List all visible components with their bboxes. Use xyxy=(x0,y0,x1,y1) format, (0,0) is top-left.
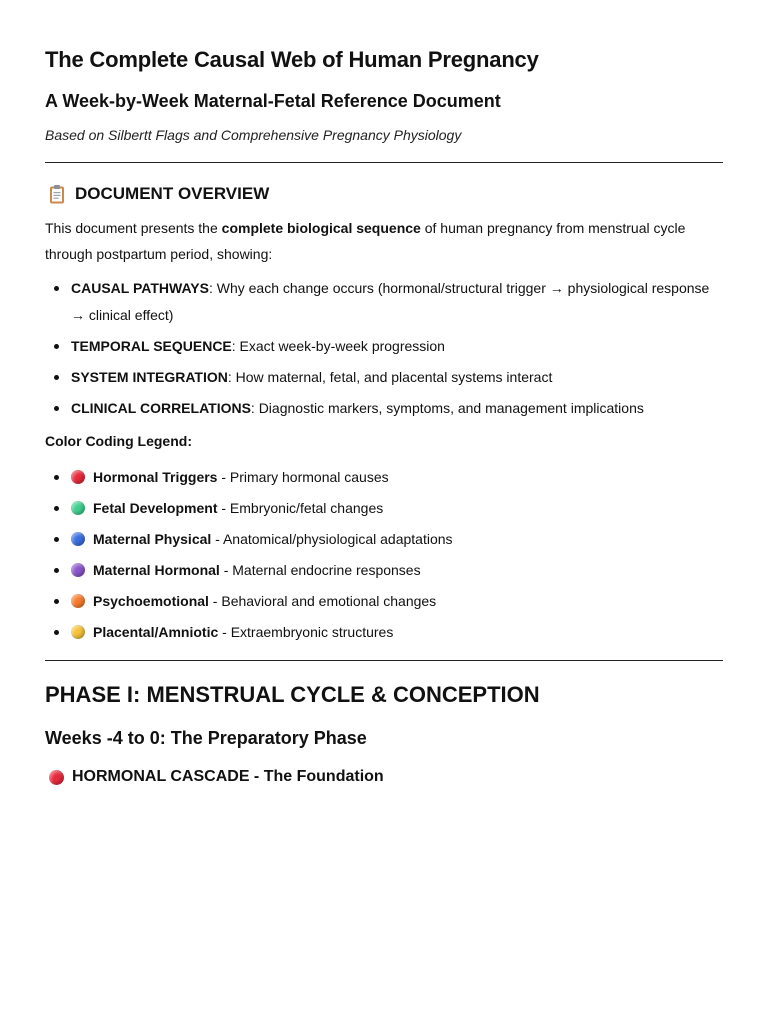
document-subtitle: A Week-by-Week Maternal-Fetal Reference Document xyxy=(45,91,501,111)
red-circle-icon xyxy=(71,470,85,484)
list-item: TEMPORAL SEQUENCE: Exact week-by-week progression xyxy=(71,333,723,360)
weeks-heading: Weeks -4 to 0: The Preparatory Phase xyxy=(45,728,367,748)
blue-circle-icon xyxy=(71,532,85,546)
overview-intro: This document presents the complete biological sequence of human pregnancy from menstrual cycle through postpartum period, showing: xyxy=(45,220,686,262)
legend-item: Maternal Physical - Anatomical/physiological adaptations xyxy=(71,526,723,553)
legend-item: Fetal Development - Embryonic/fetal changes xyxy=(71,495,723,522)
overview-heading xyxy=(45,181,723,207)
document-title: The Complete Causal Web of Human Pregnancy xyxy=(45,47,539,72)
yellow-circle-icon xyxy=(71,625,85,639)
purple-circle-icon xyxy=(71,563,85,577)
legend-item: Psychoemotional - Behavioral and emotional changes xyxy=(71,588,723,615)
cascade-heading xyxy=(45,765,723,789)
red-circle-icon xyxy=(49,770,64,785)
phase-heading: PHASE I: MENSTRUAL CYCLE & CONCEPTION xyxy=(45,682,540,707)
legend-title: Color Coding Legend: xyxy=(45,433,192,449)
list-item: SYSTEM INTEGRATION: How maternal, fetal, and placental systems interact xyxy=(71,364,723,391)
legend-item: Placental/Amniotic - Extraembryonic structures xyxy=(71,619,723,646)
divider xyxy=(45,162,723,163)
overview-list xyxy=(45,275,723,422)
cascade-heading-label: HORMONAL CASCADE - The Foundation xyxy=(72,768,384,785)
legend-item: Hormonal Triggers - Primary hormonal causes xyxy=(71,464,723,491)
clipboard-icon xyxy=(49,184,65,204)
legend-item: Maternal Hormonal - Maternal endocrine responses xyxy=(71,557,723,584)
legend-list xyxy=(45,464,723,646)
overview-heading-label: DOCUMENT OVERVIEW xyxy=(75,184,270,203)
divider xyxy=(45,660,723,661)
green-circle-icon xyxy=(71,501,85,515)
document-source-note: Based on Silbertt Flags and Comprehensive Pregnancy Physiology xyxy=(45,127,462,143)
list-item: CLINICAL CORRELATIONS: Diagnostic markers, symptoms, and management implications xyxy=(71,395,723,422)
orange-circle-icon xyxy=(71,594,85,608)
list-item: CAUSAL PATHWAYS: Why each change occurs (hormonal/structural trigger → physiological response → clinical effect) xyxy=(71,275,723,329)
